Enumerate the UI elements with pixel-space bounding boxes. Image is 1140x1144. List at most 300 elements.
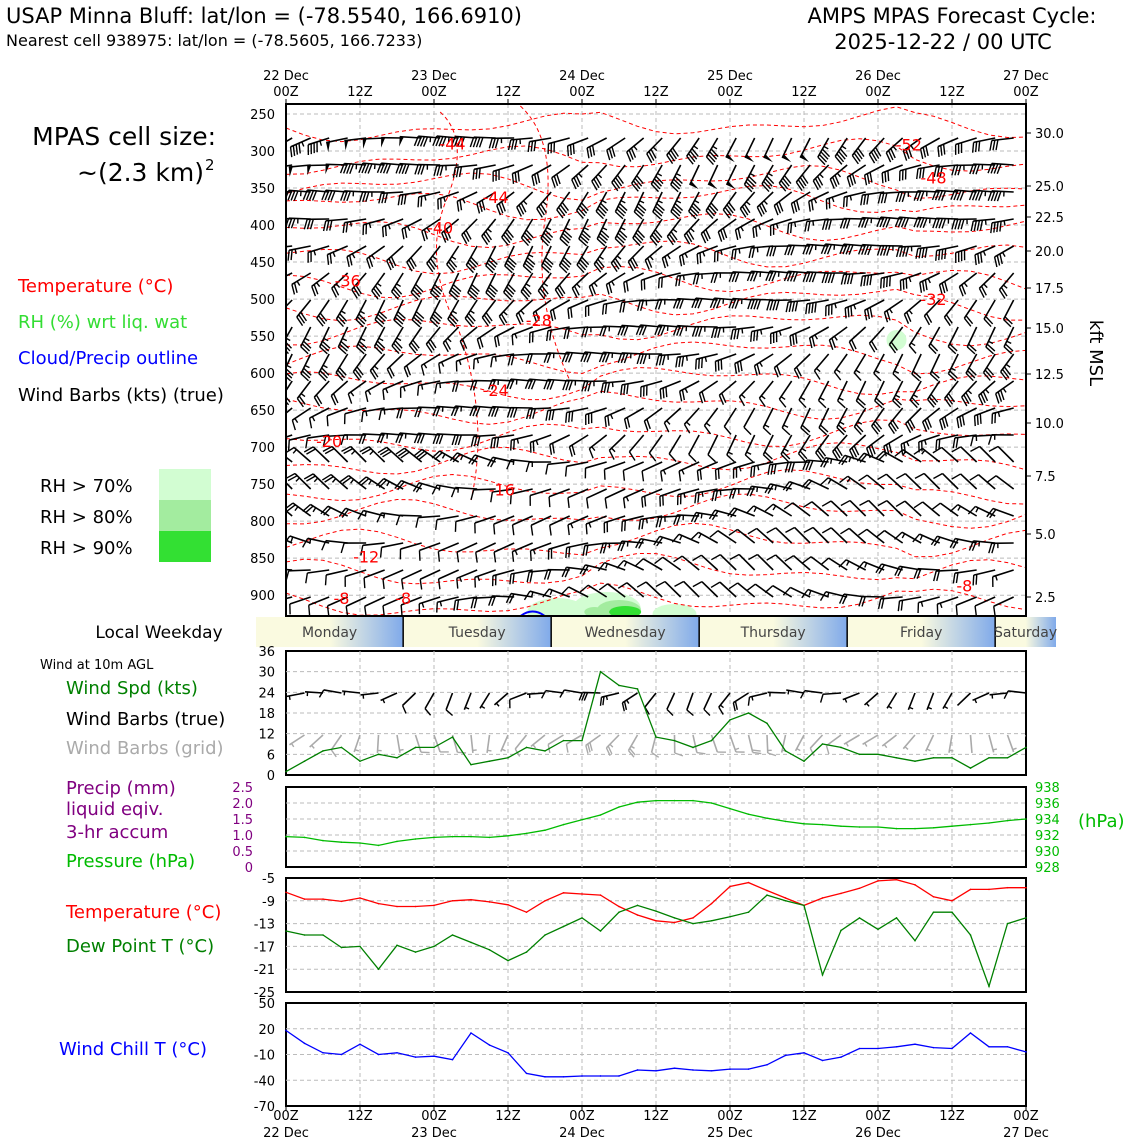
- upper-wind-barb-tick: [598, 174, 602, 177]
- barb-true-tick: [625, 701, 627, 709]
- upper-wind-barb: [979, 381, 996, 395]
- upper-wind-barb: [443, 327, 458, 343]
- barb-grid: [767, 735, 768, 753]
- upper-wind-barb: [642, 489, 662, 497]
- barb-true-tick: [667, 709, 673, 715]
- upper-wind-barb-tick: [792, 301, 794, 311]
- temperature-line-point: [415, 906, 417, 908]
- upper-wind-barb-tick: [350, 255, 352, 265]
- upper-wind-barb-tick: [476, 169, 477, 179]
- dewpoint-line-point: [470, 942, 472, 944]
- y-tick-label: -25: [254, 986, 275, 1001]
- dewpoint-line-point: [840, 930, 842, 932]
- upper-wind-barb: [854, 354, 865, 373]
- upper-wind-barb: [893, 381, 903, 401]
- pressure-line-point: [507, 835, 509, 837]
- upper-wind-barb-tick: [749, 248, 751, 258]
- upper-wind-barb-tick: [293, 450, 296, 454]
- barb-true-tick: [603, 697, 604, 706]
- upper-wind-barb-tick: [640, 201, 644, 203]
- barb-grid: [693, 735, 697, 753]
- upper-wind-barb-tick: [437, 602, 438, 612]
- upper-wind-barb: [800, 138, 810, 158]
- upper-wind-barb-tick: [295, 283, 298, 293]
- y-tick-label: -21: [254, 963, 275, 978]
- dewpoint-line-point: [415, 951, 417, 953]
- upper-wind-barb: [708, 435, 718, 455]
- upper-wind-barb-tick: [513, 525, 514, 535]
- upper-wind-barb-tick: [332, 479, 335, 483]
- upper-wind-barb-tick: [476, 137, 479, 147]
- upper-wind-barb-tick: [366, 192, 369, 202]
- windchill-line-point: [396, 1052, 398, 1054]
- contour-label: -24: [483, 381, 509, 400]
- barb-true: [645, 693, 656, 707]
- barb-grid-tick: [292, 743, 294, 746]
- upper-wind-barb-tick: [767, 246, 770, 256]
- upper-wind-barb-tick: [988, 341, 992, 343]
- dewpoint-line-point: [785, 900, 787, 902]
- upper-wind-barb-flag: [782, 154, 791, 162]
- upper-wind-barb: [587, 138, 607, 148]
- upper-wind-barb-tick: [547, 228, 551, 230]
- upper-wind-barb-tick: [813, 221, 814, 226]
- upper-wind-barb-tick: [656, 355, 658, 365]
- upper-wind-barb-tick: [553, 309, 555, 319]
- upper-wind-barb-tick: [878, 501, 887, 506]
- windchill-line-point: [581, 1075, 583, 1077]
- temperature-line-point: [766, 890, 768, 892]
- wind-speed-line-point: [1007, 757, 1009, 759]
- upper-wind-barb-tick: [627, 281, 629, 291]
- windchill-line-point: [637, 1069, 639, 1071]
- upper-wind-barb: [457, 192, 477, 201]
- upper-wind-barb-tick: [543, 202, 547, 205]
- bottom-tick-date: 26 Dec: [855, 1126, 901, 1140]
- top-tick-date: 22 Dec: [263, 69, 309, 84]
- upper-wind-barb-tick: [713, 146, 717, 149]
- upper-wind-barb-tick: [554, 176, 557, 186]
- windchill-line-point: [711, 1070, 713, 1072]
- upper-wind-barb: [589, 273, 606, 286]
- upper-wind-barb-tick: [689, 454, 696, 461]
- upper-wind-barb: [900, 273, 921, 280]
- barb-grid-tick: [884, 744, 886, 747]
- contour-label: -20: [316, 432, 342, 451]
- upper-wind-barb-tick: [586, 545, 588, 555]
- upper-wind-barb-tick: [710, 531, 718, 538]
- upper-wind-barb: [745, 138, 755, 158]
- wind-legend-barbs-grid: Wind Barbs (grid): [66, 738, 224, 759]
- upper-wind-barb: [875, 381, 884, 401]
- upper-wind-barb-tick: [682, 470, 684, 475]
- dewpoint-line-point: [711, 920, 713, 922]
- upper-wind-barb-tick: [998, 412, 999, 417]
- upper-wind-barb-tick: [279, 313, 284, 322]
- upper-wind-barb-tick: [570, 145, 571, 155]
- upper-wind-barb: [586, 408, 607, 415]
- upper-wind-barb-tick: [320, 141, 322, 146]
- upper-wind-barb-tick: [460, 200, 461, 210]
- upper-wind-barb: [904, 300, 921, 314]
- upper-wind-barb: [550, 435, 570, 445]
- upper-wind-barb-tick: [847, 177, 850, 187]
- barb-grid: [434, 735, 440, 752]
- upper-wind-barb-tick: [372, 255, 375, 259]
- upper-wind-barb: [854, 408, 865, 427]
- upper-wind-barb-tick: [854, 373, 861, 381]
- upper-wind-barb-tick: [327, 255, 328, 265]
- upper-wind-barb: [511, 594, 533, 597]
- upper-wind-barb-tick: [952, 474, 961, 479]
- upper-wind-barb-tick: [812, 336, 814, 346]
- upper-wind-barb-tick: [461, 455, 463, 460]
- upper-wind-barb-tick: [328, 606, 329, 616]
- barb-grid: [289, 735, 304, 745]
- upper-wind-barb: [684, 219, 699, 235]
- temperature-line-point: [822, 897, 824, 899]
- top-tick-date: 24 Dec: [559, 69, 605, 84]
- upper-wind-barb: [275, 408, 292, 422]
- upper-wind-barb-tick: [893, 374, 901, 381]
- legend-cloud: Cloud/Precip outline: [18, 348, 198, 369]
- pressure-tick-label: 650: [250, 404, 275, 419]
- barb-grid-tick: [457, 752, 466, 753]
- upper-wind-barb-tick: [752, 248, 754, 258]
- barb-true: [667, 693, 675, 709]
- barb-grid: [926, 735, 934, 751]
- upper-wind-barb-tick: [609, 283, 612, 293]
- upper-wind-barb-tick: [882, 173, 883, 183]
- upper-wind-barb-tick: [473, 169, 474, 179]
- upper-wind-barb: [884, 531, 902, 543]
- precip-tick-label: 1.5: [232, 813, 253, 828]
- upper-wind-barb-tick: [865, 563, 867, 568]
- upper-wind-barb-tick: [968, 390, 972, 393]
- upper-wind-barb-tick: [512, 552, 513, 562]
- windchill-line-point: [489, 1044, 491, 1046]
- windchill-line-point: [822, 1060, 824, 1062]
- upper-wind-barb-tick: [566, 380, 569, 390]
- upper-wind-barb-tick: [568, 146, 569, 156]
- wind-speed-line-point: [322, 750, 324, 752]
- upper-wind-barb-tick: [291, 147, 292, 157]
- upper-wind-barb-tick: [497, 437, 499, 447]
- upper-wind-barb: [557, 192, 570, 210]
- upper-wind-barb-tick: [351, 479, 354, 483]
- kft-tick-label: 20.0: [1035, 245, 1064, 260]
- upper-wind-barb-tick: [623, 470, 624, 480]
- upper-wind-barb-tick: [458, 435, 461, 445]
- pressure-tick-label: 350: [250, 182, 275, 197]
- upper-wind-barb: [517, 192, 533, 207]
- upper-wind-barb: [940, 408, 958, 420]
- upper-wind-barb-tick: [624, 384, 625, 394]
- upper-wind-barb-tick: [916, 249, 918, 259]
- upper-wind-barb: [482, 300, 495, 317]
- upper-wind-barb-tick: [736, 230, 738, 240]
- upper-wind-barb: [850, 435, 866, 450]
- upper-wind-barb-tick: [682, 356, 684, 366]
- cell-size-line2: ~(2.3 km): [77, 158, 204, 187]
- top-tick-hour: 12Z: [643, 85, 669, 100]
- upper-wind-barb-tick: [398, 195, 400, 205]
- windchill-line-point: [729, 1068, 731, 1070]
- y-tick-label: 928: [1035, 861, 1060, 876]
- temperature-line-point: [785, 897, 787, 899]
- temperature-contour-labels: [316, 135, 972, 609]
- upper-wind-barb-tick: [625, 419, 627, 429]
- upper-wind-barb-tick: [379, 193, 381, 203]
- upper-wind-barb-tick: [711, 582, 720, 587]
- upper-wind-barb: [569, 435, 588, 447]
- upper-wind-barb: [440, 451, 459, 462]
- windchill-line-point: [600, 1075, 602, 1077]
- dewpoint-line-point: [933, 911, 935, 913]
- upper-wind-barb-tick: [676, 357, 678, 367]
- pressure-line-point: [951, 825, 953, 827]
- upper-wind-barb-tick: [884, 246, 887, 256]
- upper-wind-barb-tick: [607, 382, 609, 392]
- upper-wind-barb-tick: [452, 257, 456, 260]
- upper-wind-barb-tick: [703, 252, 705, 257]
- temperature-line-point: [692, 917, 694, 919]
- top-tick-hour: 12Z: [347, 85, 373, 100]
- upper-wind-barb-tick: [603, 304, 604, 314]
- upper-wind-barb-tick: [745, 455, 753, 462]
- upper-wind-barb-tick: [723, 228, 726, 238]
- upper-wind-barb: [369, 447, 385, 462]
- wind-panel-title: Wind at 10m AGL: [40, 658, 154, 673]
- upper-wind-barb: [773, 586, 792, 597]
- upper-wind-barb-tick: [751, 332, 752, 342]
- upper-wind-barb: [625, 408, 644, 419]
- upper-wind-barb-tick: [662, 277, 663, 287]
- upper-wind-barb-tick: [898, 601, 899, 611]
- dewpoint-line-point: [766, 894, 768, 896]
- upper-wind-barb: [849, 327, 865, 342]
- upper-wind-barb-tick: [297, 281, 300, 285]
- upper-wind-barb-tick: [385, 226, 386, 236]
- wind-panel: [258, 645, 1040, 784]
- upper-wind-barb: [592, 165, 607, 181]
- temperature-line-point: [526, 911, 528, 913]
- barb-true: [957, 693, 970, 705]
- upper-wind-barb-tick: [768, 173, 772, 176]
- upper-wind-barb-tick: [352, 254, 354, 258]
- upper-wind-barb-tick: [976, 574, 977, 584]
- upper-wind-barb-tick: [304, 219, 307, 229]
- upper-wind-barb-tick: [934, 571, 937, 581]
- upper-wind-barb: [819, 408, 829, 428]
- wind-speed-line-point: [489, 760, 491, 762]
- barb-true: [687, 693, 693, 710]
- upper-wind-barb-tick: [666, 387, 667, 397]
- upper-wind-barb-tick: [849, 457, 850, 462]
- pressure-line-point: [544, 829, 546, 831]
- upper-wind-barb-tick: [366, 392, 368, 402]
- upper-wind-barb-tick: [784, 503, 792, 509]
- barb-true-tick: [425, 709, 431, 716]
- upper-wind-barb-tick: [852, 174, 855, 184]
- upper-wind-barb-tick: [492, 138, 495, 148]
- upper-wind-barb-tick: [405, 228, 407, 238]
- upper-wind-barb-tick: [850, 196, 851, 201]
- pressure-line-point: [729, 808, 731, 810]
- upper-wind-barb-tick: [812, 303, 813, 313]
- y-tick-label: -13: [254, 918, 275, 933]
- dewpoint-line-point: [803, 905, 805, 907]
- upper-wind-barb-tick: [327, 416, 328, 426]
- upper-wind-barb: [667, 219, 680, 236]
- upper-wind-barb: [680, 246, 700, 256]
- y-tick-label: 6: [267, 748, 275, 763]
- upper-wind-barb-tick: [342, 339, 346, 341]
- upper-wind-barb-tick: [530, 572, 532, 582]
- upper-wind-barb-tick: [656, 582, 665, 587]
- upper-wind-barb-tick: [452, 488, 456, 498]
- upper-wind-barb-tick: [495, 357, 496, 362]
- upper-wind-barb-tick: [438, 551, 439, 561]
- temperature-line-point: [896, 879, 898, 881]
- upper-wind-barb-tick: [844, 274, 846, 284]
- upper-wind-barb-tick: [537, 173, 539, 183]
- weekday-label: Friday: [900, 625, 942, 641]
- wind-speed-line-point: [1025, 747, 1027, 749]
- upper-wind-barb-tick: [526, 284, 530, 287]
- upper-wind-barb-tick: [267, 569, 271, 579]
- upper-wind-barb-tick: [820, 174, 824, 177]
- upper-wind-barb: [790, 327, 810, 336]
- barb-grid: [566, 735, 582, 744]
- upper-wind-barb-tick: [418, 385, 419, 395]
- wind-speed-line-point: [637, 688, 639, 690]
- upper-wind-barb-tick: [945, 417, 948, 427]
- upper-wind-barb-tick: [706, 423, 710, 426]
- upper-wind-barb-tick: [734, 329, 736, 339]
- rh-swatch-80: [159, 500, 211, 531]
- upper-wind-barb-tick: [765, 504, 773, 511]
- windchill-line-point: [766, 1064, 768, 1066]
- upper-wind-barb-tick: [696, 274, 698, 284]
- upper-wind-barb-tick: [765, 425, 769, 427]
- upper-wind-barb-tick: [377, 283, 381, 286]
- upper-wind-barb-tick: [368, 390, 370, 394]
- upper-wind-barb-tick: [864, 195, 866, 205]
- barb-true: [287, 693, 305, 696]
- upper-wind-barb: [401, 543, 422, 549]
- top-tick-date: 26 Dec: [855, 69, 901, 84]
- upper-wind-barb-tick: [721, 250, 722, 255]
- contour-label: -44: [439, 135, 465, 154]
- upper-wind-barb-tick: [602, 201, 606, 203]
- pressure-line-point: [637, 801, 639, 803]
- upper-wind-barb-tick: [721, 230, 724, 240]
- upper-wind-barb-tick: [680, 391, 682, 401]
- barb-true-tick: [752, 697, 753, 701]
- upper-wind-barb-tick: [474, 359, 475, 369]
- upper-wind-barb: [402, 570, 422, 579]
- upper-wind-barb-tick: [415, 165, 418, 175]
- upper-wind-barb-tick: [292, 420, 295, 430]
- upper-wind-barb-tick: [383, 227, 384, 237]
- dewpoint-line-point: [563, 926, 565, 928]
- upper-wind-barb: [978, 475, 995, 489]
- windchill-line-point: [692, 1069, 694, 1071]
- cell-size-line1: MPAS cell size:: [32, 122, 216, 151]
- upper-wind-barb-tick: [642, 519, 643, 529]
- wind-speed-line-point: [378, 754, 380, 756]
- windchill-line-point: [415, 1056, 417, 1058]
- wind-speed-line-point: [618, 685, 620, 687]
- upper-wind-barb-tick: [442, 362, 444, 366]
- upper-wind-barb-tick: [566, 466, 567, 476]
- wind-speed-line-point: [581, 740, 583, 742]
- pressure-line-point: [914, 828, 916, 830]
- upper-wind-barb-tick: [272, 168, 273, 178]
- upper-wind-barb-tick: [572, 411, 573, 421]
- barb-grid: [586, 735, 601, 745]
- upper-wind-barb-tick: [604, 469, 605, 479]
- upper-wind-barb-tick: [612, 448, 615, 452]
- upper-wind-barb-tick: [779, 399, 786, 407]
- upper-wind-barb-tick: [283, 167, 284, 172]
- wind-legend-speed: Wind Spd (kts): [66, 678, 198, 699]
- upper-wind-barb-tick: [758, 465, 759, 470]
- upper-wind-barb-tick: [312, 417, 314, 421]
- upper-wind-barb-tick: [289, 440, 290, 450]
- upper-wind-barb-tick: [621, 201, 625, 203]
- weekday-title: Local Weekday: [95, 623, 222, 643]
- barb-true-tick: [866, 703, 869, 706]
- upper-wind-barb-tick: [480, 138, 483, 148]
- upper-wind-barb: [383, 219, 404, 227]
- upper-wind-barb-tick: [439, 579, 440, 589]
- windchill-line-point: [748, 1068, 750, 1070]
- barb-grid-tick: [487, 750, 491, 751]
- upper-wind-barb-tick: [667, 421, 670, 425]
- upper-wind-barb-tick: [548, 570, 551, 580]
- upper-wind-barb-tick: [397, 338, 401, 341]
- precip-legend-3: 3-hr accum: [66, 822, 168, 843]
- temperature-line-point: [951, 900, 953, 902]
- upper-wind-barb: [289, 246, 311, 250]
- upper-wind-barb-tick: [643, 354, 646, 364]
- upper-wind-barb-tick: [544, 283, 548, 286]
- windchill-line-point: [544, 1076, 546, 1078]
- upper-wind-barb-tick: [288, 218, 291, 228]
- barb-grid: [652, 735, 656, 752]
- upper-wind-barb-tick: [360, 311, 364, 313]
- upper-wind-barb: [604, 462, 625, 469]
- pressure-line-point: [489, 837, 491, 839]
- upper-wind-barb-tick: [859, 475, 868, 481]
- barb-grid: [310, 735, 323, 747]
- upper-wind-barb: [826, 300, 847, 306]
- upper-wind-barb-tick: [870, 275, 872, 285]
- upper-wind-barb-tick: [702, 358, 703, 368]
- upper-wind-barb-tick: [884, 193, 886, 203]
- barb-true-tick: [1004, 691, 1008, 699]
- upper-wind-barb: [940, 503, 958, 516]
- upper-wind-barb: [422, 449, 440, 462]
- upper-wind-barb: [628, 246, 643, 262]
- upper-wind-barb: [719, 381, 736, 395]
- upper-wind-barb: [273, 138, 292, 149]
- upper-wind-barb-tick: [740, 361, 742, 371]
- upper-wind-barb-flag: [289, 167, 293, 177]
- upper-wind-barb: [365, 597, 385, 606]
